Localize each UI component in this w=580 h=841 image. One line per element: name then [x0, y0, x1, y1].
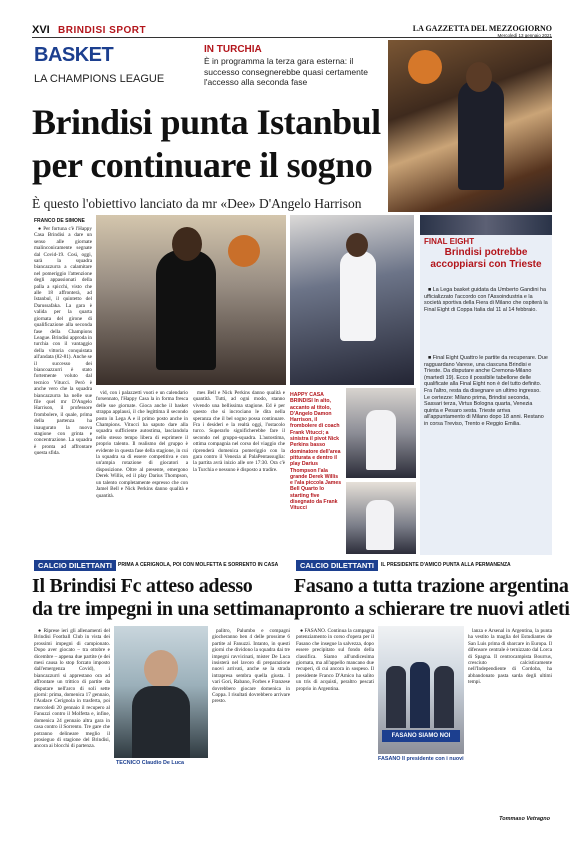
- main-article-col-1: ● Per fortuna c'è l'Happy Casa Brindisi a dare un senso alle giornate malinconicamente segnate dal Covid-19. Così, oggi, sarà la squadra biancazzurra a calamitare nel pomeriggio l'attenzione degli appassionati della palla a spicchi, visto che alle 18 affronterà, ad Istanbul, il quintetto del Darussafaka. La gara è valida per la quarta giornata del girone di qualificazione alla seconda fase della Champions League. Brindisi approda in turchia con il vantaggio della vittoria conquistata all'andata (82-81). Anche se il successo dei biancoazzurri è stato fortemente voluto dal tecnico Vitucci. Però è anche vero che la squadra biancazzurra ha nelle sue file quel mr D'Angelo Harrison, il professore frombolere, il quale, prima della partenza ha inaugurato la nuova stagione con grinta e concentrazione. La squadra è pronta ad affrontare questa sfida.: [34, 226, 92, 457]
- thompson-photo: [290, 215, 414, 385]
- bottom-left-col-2: palitro, Palumbo e compagni giocheranno ben 4 delle prossime 6 partite al Fanuzzi. Intanto, in questi giorni che dividono la squadra dai tre impegni ravvicinati, mister De Luca insisterà nel lavoro di preparazione nuovi arrivati, anche se la strada intrapresa sembra quella giusta. I vari Gori, Rabano, Forbes e Franzese dovrebbero giocare domenica in Coppa. I risultati dovrebbero arrivare presto.: [212, 628, 290, 705]
- page-header: [32, 24, 552, 38]
- bottom-right-headline-1: Fasano a tutta trazione argentina: [294, 575, 569, 597]
- bottom-right-headline-2: pronto a schierare tre nuovi atleti: [294, 598, 570, 620]
- issue-date: Mercoledì 13 gennaio 2021: [497, 33, 552, 38]
- page-number: XVI: [32, 24, 50, 36]
- sidebar-body-1: ■ La Lega basket guidata da Umberto Gandini ha ufficializzato l'accordo con l'Assoindustria e la società sportiva della Fiera di Milano che ospiterà la Final Eight di Coppa Italia dal 11 al 14 febbraio.: [424, 287, 548, 313]
- sport-label: BASKET: [34, 44, 114, 66]
- bottom-right-tag: CALCIO DILETTANTI: [296, 560, 378, 571]
- sidebar-title: FINAL EIGHT: [424, 237, 475, 246]
- bottom-left-headline-1: Il Brindisi Fc atteso adesso: [32, 575, 253, 597]
- harrison-photo: [388, 40, 552, 212]
- bottom-left-headline-2: da tre impegni in una settimana: [32, 598, 295, 620]
- sidebar-photo: [420, 215, 552, 235]
- perkins-photo: [96, 215, 286, 385]
- section-title: BRINDISI SPORT: [58, 25, 147, 36]
- de-luca-caption: TECNICO Claudio De Luca: [116, 760, 184, 766]
- de-luca-photo: [114, 626, 208, 758]
- fasano-photo: [378, 626, 464, 754]
- bottom-right-col-2: lanza e Arsenal in Argentina, la punta ha vestito la maglia del Estudiantes de San Luis prima di sbarcare in Europa. Il difensore centrale è ternizzato dal Lorca di Spagna. Il centrocampista Bourrus, cresciuto calcisticamente nell'Independiente di Cordoba, ha abbandonato pasta sarda degli ultimi tempi.: [468, 628, 552, 686]
- sidebar-headline: Brindisi potrebbe accoppiarsi con Trieste: [430, 247, 542, 270]
- main-headline-line-2: per continuare il sogno: [32, 145, 373, 185]
- bottom-left-col-1: ● Riprese ieri gli allenamenti del Brindisi Football Club in vista dei prossimi impegni di campionato. Dopo aver giocato – tra ottobre e dicembre – appena due partite (e dei mesi causa lo stop forzato imposto dall'emergenza Covid), i biancazzurri si apprestano ora ad affrontare un trittico di partite da disputare nell'arco di soli sette giorni: prima, domenica 17 gennaio, l'Audace Cerignola in trasferta, poi mercoledì 20 gennaio il recupero al Fanuzzi contro il Molfetta e, infine, domenica 24 gennaio altra gara in casa contro il Sorrento. Tre gare che potranno delineare meglio il prosieguo di stagione del Brindisi, ancora ai blocchi di partenza.: [34, 628, 110, 750]
- fasano-caption: FASANO Il presidente con i nuovi: [378, 756, 464, 762]
- bell-photo: [346, 482, 416, 554]
- bottom-right-col-1: ● FASANO. Continua la campagna potenziamento in corso d'opera per il Fasano che insegue la salvezza, dopo essere precipitato sul fondo della classifica. Siamo all'undicesima giornata, ma all'appello mancano due recuperi, di cui ancora in sospeso. Il presidente Franco D'Amico ha salito un tris di acquisti, peraltro pescati proprio in Argentina.: [296, 628, 374, 692]
- fasano-banner: FASANO SIAMO NOI: [382, 730, 460, 742]
- kicker-tag: IN TURCHIA: [204, 44, 262, 55]
- bottom-left-tag: CALCIO DILETTANTI: [34, 560, 116, 571]
- willis-photo: [346, 388, 416, 478]
- kicker-summary: È in programma la terza gara esterna: il successo consegnerebbe quasi certamente l'accesso alla seconda fase: [204, 56, 368, 87]
- photo-caption: HAPPY CASA BRINDISI In alto, accanto al titolo, D'Angelo Damon Harrison, il frombolere di coach Frank Vitucci; a sinistra il pivot Nick Perkins basso dominatore dell'area pitturata e dentro il play Darius Thompson l'ala grande Derek Willis e l'ala piccola James Bell Quarto lo starting five disegnato da Frank Vitucci: [290, 392, 342, 512]
- main-subhead: È questo l'obiettivo lanciato da mr «Dee» D'Angelo Harrison: [32, 196, 362, 211]
- byline: FRANCO DE SIMONE: [34, 218, 85, 224]
- main-headline-line-1: Brindisi punta Istanbul: [32, 102, 381, 142]
- newspaper-name: LA GAZZETTA DEL MEZZOGIORNO: [412, 24, 552, 33]
- league-label: LA CHAMPIONS LEAGUE: [34, 73, 165, 85]
- article-signature: Tommaso Vetragno: [499, 816, 550, 822]
- main-article-col-2: vid, con i palazzetti vuoti e un calendario forsennato, l'Happy Casa la in forma fresca delle sue giornate. Gioca anche il basket strappa applausi, il che legittima il secondo posto in Lega A e il primo posto anche in Champions. Vitucci ha saputo dare alla squadra sufficiente autostima, lasciandola nello stesso tempo libera di esprimere il proprio talento. Il realismo del gruppo è evidente in questa fase della stagione, in cui la squadra sa di essere competitiva e con un'ampia rotazione di giocatori a disposizione. Oltre al presente, emergono Derek Willis, ed il play Darius Thompson, un talento completamente espresso che con Jamel Bell e Nick Perkins danno qualità e quantità.: [96, 390, 188, 499]
- main-article-col-3: mes Bell e Nick Perkins danno qualità e quantità. Tutti, ad ogni modo, stanno vivendo una bellissima stagione. Ed è per questo che si incrociano le dita nella speranza che il bel sogno possa continuare. Fra i desideri e la realtà oggi, l'ostacolo turco. Superarlo significherebbe fare il secondo nel gruppo-squadra. L'autostima, ottima compagnia nel corso del viaggio che riprenderà domenica pomeriggio con la gara contro il Venezia al PalaPentassuglia: la partita avrà inizio alle ore 17:30. Ora c'è la Turchia e nessuno è disposto a tradire.: [193, 390, 285, 473]
- bottom-right-kicker: IL PRESIDENTE D'AMICO PUNTA ALLA PERMANENZA: [381, 562, 511, 568]
- bottom-left-kicker: PRIMA A CERIGNOLA, POI CON MOLFETTA E SORRENTO IN CASA: [118, 562, 279, 568]
- sidebar-body-2: ■ Final Eight Quattro le partite da recuperare. Due ragguardano Varese, una ciascuna Brindisi e Trieste. Da disputare anche Cremona-Milano (martedì 19). Ecco il possibile tabellone delle qualificate alla Final Eight non è del tutto definito. Fra l'altro, resta da disegnare un ultimo ingresso. Le certezze: Milano prima, Brindisi seconda, Sassari terza, Virtus Bologna quarta, Venezia quinta e Pesaro sesta. Trieste arriva all'appuntamento di Milano dopo 18 anni. Restano in corsa Treviso, Trento e Reggio Emilia.: [424, 355, 548, 427]
- final-eight-sidebar: [420, 215, 552, 555]
